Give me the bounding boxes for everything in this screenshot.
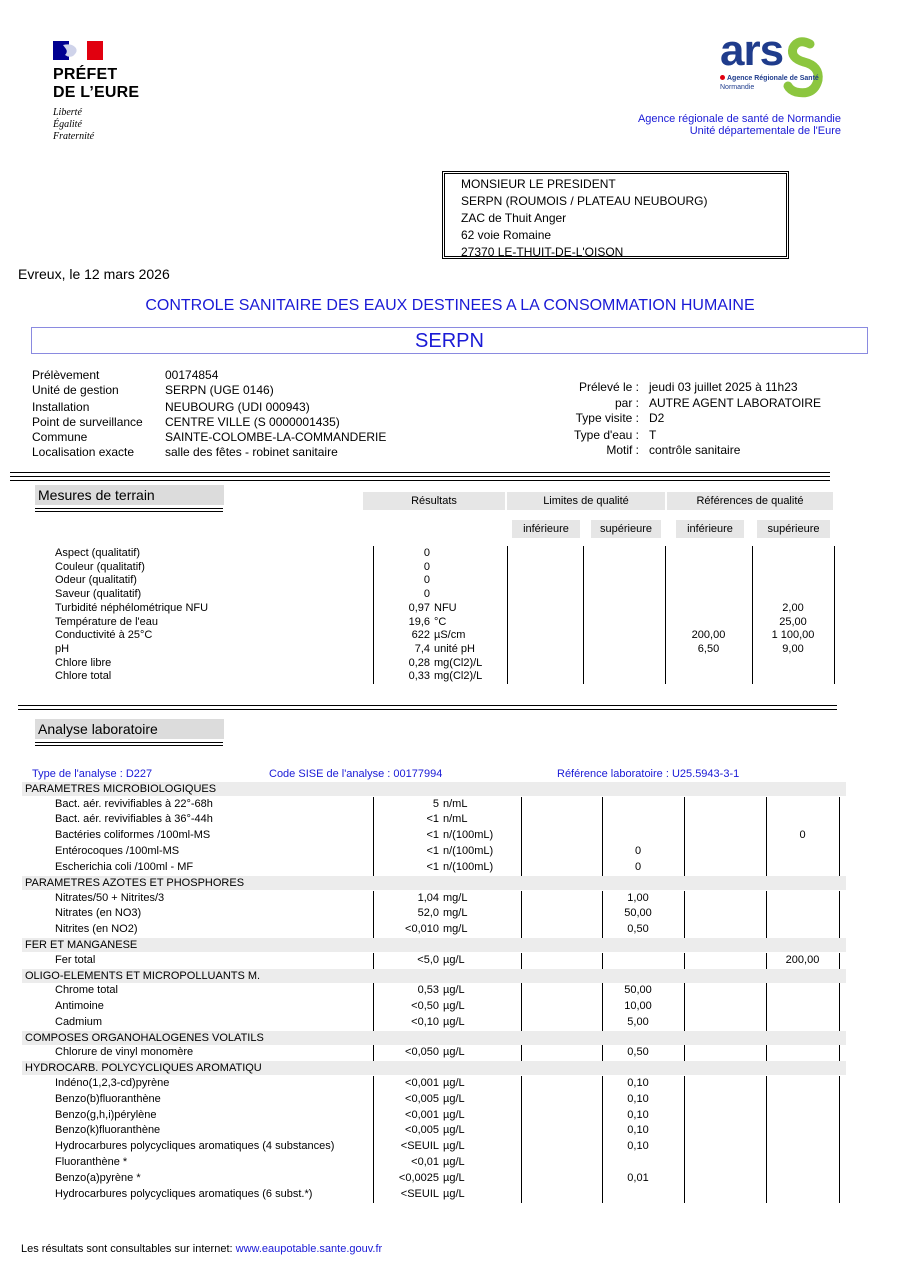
table-gridline xyxy=(684,953,685,969)
limit-sup: 50,00 xyxy=(624,907,652,920)
table-row-unit: µg/L xyxy=(443,1172,465,1185)
table-gridline xyxy=(373,891,374,939)
devise-fraternite: Fraternité xyxy=(53,131,95,142)
table-row-unit: µg/L xyxy=(443,1188,465,1200)
table-row-unit: µg/L xyxy=(443,1015,465,1028)
info-label: Unité de gestion xyxy=(32,383,119,397)
info-label: Motif : xyxy=(606,443,639,457)
info-value: jeudi 03 juillet 2025 à 11h23 xyxy=(649,380,798,394)
divider xyxy=(10,472,830,477)
table-row-value: 0,97 xyxy=(408,601,430,614)
table-row-unit: n/(100mL) xyxy=(443,829,494,842)
info-label: Prélevé le : xyxy=(578,380,639,394)
table-gridline xyxy=(602,797,603,877)
limit-sup: 50,00 xyxy=(624,984,652,997)
table-row-name: Entérocoques /100ml-MS xyxy=(55,845,180,858)
divider xyxy=(18,705,837,710)
table-row-value: 0,33 xyxy=(408,670,430,683)
table-row-value: <0,01 xyxy=(411,1156,439,1169)
table-row-value: 0,53 xyxy=(417,984,439,997)
limit-sup: 0,50 xyxy=(627,923,649,936)
table-row-value: <0,010 xyxy=(405,923,439,936)
limit-sup: 0,10 xyxy=(627,1076,649,1089)
table-row-unit: mg/L xyxy=(443,907,468,920)
table-row-unit: µg/L xyxy=(443,1000,465,1012)
table-row-name: Nitrites (en NO2) xyxy=(55,923,138,936)
info-value: SAINTE-COLOMBE-LA-COMMANDERIE xyxy=(165,430,387,444)
info-value: D2 xyxy=(649,411,665,425)
table-gridline xyxy=(839,891,840,939)
info-value: 00174854 xyxy=(165,368,219,382)
category-header: HYDROCARB. POLYCYCLIQUES AROMATIQU xyxy=(22,1061,846,1075)
divider xyxy=(10,480,830,481)
devise-liberte: Liberté xyxy=(53,107,82,118)
table-row-name: Chlorure de vinyl monomère xyxy=(55,1046,194,1059)
table-gridline xyxy=(684,891,685,939)
prefet-line2: DE L’EURE xyxy=(53,84,140,101)
info-label: Type d'eau : xyxy=(573,428,639,442)
table-row-unit: µg/L xyxy=(443,1076,465,1089)
table-row-name: Turbidité néphélométrique NFU xyxy=(55,601,209,614)
table-row-unit: µS/cm xyxy=(434,629,466,642)
info-value: CENTRE VILLE (S 0000001435) xyxy=(165,415,340,429)
table-row-unit: unité pH xyxy=(434,642,475,655)
col-limits-header: Limites de qualité xyxy=(507,492,665,510)
table-row-value: <0,005 xyxy=(405,1092,439,1105)
col-ref-sup-header: supérieure xyxy=(757,520,830,538)
table-gridline xyxy=(602,953,603,969)
footer xyxy=(21,1243,382,1255)
table-row-value: 0 xyxy=(423,547,430,559)
table-gridline xyxy=(521,891,522,939)
limit-sup: 5,00 xyxy=(627,1015,649,1028)
table-row-value: <0,005 xyxy=(405,1124,439,1137)
table-gridline xyxy=(521,953,522,969)
address-line: 27370 LE-THUIT-DE-L'OISON xyxy=(461,245,624,259)
table-row-name: pH xyxy=(55,642,70,655)
table-gridline xyxy=(373,1076,374,1203)
table-row-value: <0,50 xyxy=(411,1000,439,1012)
info-value: T xyxy=(649,428,657,442)
info-value: NEUBOURG (UDI 000943) xyxy=(165,400,310,414)
category-header: PARAMETRES AZOTES ET PHOSPHORES xyxy=(22,876,846,890)
info-value: SERPN (UGE 0146) xyxy=(165,383,274,397)
table-gridline xyxy=(521,1045,522,1061)
ref-inf: 6,50 xyxy=(697,642,720,655)
table-gridline xyxy=(665,546,666,684)
category-header: FER ET MANGANESE xyxy=(22,938,846,952)
limit-sup: 0 xyxy=(634,845,642,858)
marianne-flag-icon xyxy=(53,41,103,60)
table-row-name: Conductivité à 25°C xyxy=(55,629,153,642)
divider xyxy=(35,508,223,512)
date-line: Evreux, le 12 mars 2026 xyxy=(18,266,170,282)
table-row-unit: mg/L xyxy=(443,923,468,936)
table-row-value: 0,28 xyxy=(408,656,430,669)
table-row-name: Chlore libre xyxy=(55,656,112,669)
table-row-name: Benzo(a)pyrène * xyxy=(55,1172,141,1185)
table-row-name: Bactéries coliformes /100ml-MS xyxy=(55,829,211,842)
table-row-unit: n/mL xyxy=(443,813,468,826)
limit-sup: 0,10 xyxy=(627,1140,649,1153)
table-row-unit: n/(100mL) xyxy=(443,861,494,874)
address-line: MONSIEUR LE PRESIDENT xyxy=(461,177,616,191)
info-label: Type visite : xyxy=(575,411,639,425)
table-row-value: <5,0 xyxy=(417,953,439,966)
table-gridline xyxy=(684,1045,685,1061)
table-row-unit: n/mL xyxy=(443,797,468,810)
lab-reference: Référence laboratoire : U25.5943-3-1 xyxy=(557,768,740,780)
table-row-name: Aspect (qualitatif) xyxy=(55,547,140,559)
table-row-name: Hydrocarbures polycycliques aromatiques (6 subst.*) xyxy=(55,1188,313,1200)
table-row-name: Nitrates (en NO3) xyxy=(55,907,142,920)
table-row-unit: n/(100mL) xyxy=(443,845,494,858)
prefet-logo xyxy=(53,41,139,143)
table-row-unit: µg/L xyxy=(443,1046,465,1059)
table-row-value: <0,001 xyxy=(405,1108,439,1121)
table-gridline xyxy=(766,983,767,1031)
category-header: COMPOSES ORGANOHALOGENES VOLATILS xyxy=(22,1031,846,1045)
table-row-value: 0 xyxy=(423,560,430,573)
table-row-name: Chrome total xyxy=(55,984,118,997)
table-row-name: Benzo(k)fluoranthène xyxy=(55,1124,161,1137)
table-gridline xyxy=(766,1076,767,1203)
info-label: Point de surveillance xyxy=(32,415,143,429)
info-value: salle des fêtes - robinet sanitaire xyxy=(165,445,338,459)
table-row-name: Couleur (qualitatif) xyxy=(55,560,145,573)
agency-block xyxy=(638,113,841,137)
table-gridline xyxy=(684,983,685,1031)
ars-logo-text: ars xyxy=(720,26,784,75)
labo-heading: Analyse laboratoire xyxy=(35,719,224,739)
table-row-value: 0 xyxy=(423,588,430,601)
limit-sup: 0,10 xyxy=(627,1092,649,1105)
table-row-value: 5 xyxy=(432,797,439,810)
agency-line1: Agence régionale de santé de Normandie xyxy=(637,113,841,125)
table-row-value: 1,04 xyxy=(417,891,439,904)
agency-line2: Unité départementale de l'Eure xyxy=(689,125,841,137)
table-gridline xyxy=(602,1076,603,1203)
ref-sup: 9,00 xyxy=(782,642,804,655)
table-row-value: <0,0025 xyxy=(398,1172,439,1185)
table-gridline xyxy=(373,1045,374,1061)
ars-logo-sub1: Agence Régionale de Santé xyxy=(727,75,819,82)
table-gridline xyxy=(373,983,374,1031)
ref-sup: 25,00 xyxy=(779,615,807,628)
table-row-value: <SEUIL xyxy=(400,1140,439,1153)
table-gridline xyxy=(839,797,840,877)
table-gridline xyxy=(521,983,522,1031)
divider xyxy=(35,742,223,746)
table-row-name: Fer total xyxy=(55,953,96,966)
table-row-unit: µg/L xyxy=(443,984,465,997)
table-row-name: Bact. aér. revivifiables à 22°-68h xyxy=(55,797,213,810)
table-row-value: 7,4 xyxy=(414,642,430,655)
table-row-unit: mg(Cl2)/L xyxy=(434,656,483,669)
table-gridline xyxy=(521,797,522,877)
prefet-line1: PRÉFET xyxy=(53,66,118,83)
table-gridline xyxy=(373,953,374,969)
col-limit-sup-header: supérieure xyxy=(591,520,661,538)
terrain-heading: Mesures de terrain xyxy=(35,485,224,505)
table-gridline xyxy=(766,797,767,877)
col-results-header: Résultats xyxy=(363,492,505,510)
table-row-value: <1 xyxy=(426,845,439,858)
table-row-value: <0,050 xyxy=(405,1046,439,1059)
ref-sup: 2,00 xyxy=(782,601,804,614)
address-line: SERPN (ROUMOIS / PLATEAU NEUBOURG) xyxy=(461,194,708,208)
table-row-name: Antimoine xyxy=(55,1000,104,1012)
analysis-type: Type de l'analyse : D227 xyxy=(32,768,153,780)
table-row-name: Saveur (qualitatif) xyxy=(55,588,142,601)
table-gridline xyxy=(602,983,603,1031)
table-gridline xyxy=(766,1045,767,1061)
table-row-name: Indéno(1,2,3-cd)pyrène xyxy=(55,1076,170,1089)
table-gridline xyxy=(684,1076,685,1203)
table-row-name: Température de l'eau xyxy=(55,615,158,628)
ref-inf: 200,00 xyxy=(691,629,726,642)
analysis-sise-code: Code SISE de l'analyse : 00177994 xyxy=(269,768,443,780)
table-row-name: Hydrocarbures polycycliques aromatiques (4 substances) xyxy=(55,1140,335,1153)
table-row-name: Benzo(b)fluoranthène xyxy=(55,1092,161,1105)
table-row-name: Cadmium xyxy=(55,1015,103,1028)
limit-sup: 0 xyxy=(634,861,642,874)
table-row-value: <1 xyxy=(426,861,439,874)
footer-text: Les résultats sont consultables sur internet: xyxy=(21,1243,236,1255)
table-row-name: Benzo(g,h,i)pérylène xyxy=(55,1108,157,1121)
info-label: par : xyxy=(614,396,639,410)
footer-link[interactable]: www.eaupotable.sante.gouv.fr xyxy=(235,1243,383,1255)
table-row-value: <1 xyxy=(426,813,439,826)
ars-logo xyxy=(718,26,843,104)
table-row-name: Escherichia coli /100ml - MF xyxy=(55,861,194,874)
table-row-unit: mg/L xyxy=(443,891,468,904)
entity-banner: SERPN xyxy=(31,327,868,354)
table-row-unit: µg/L xyxy=(443,1124,465,1137)
table-row-value: <SEUIL xyxy=(400,1188,439,1200)
table-gridline xyxy=(839,1076,840,1203)
table-row-unit: µg/L xyxy=(443,1140,465,1153)
table-gridline xyxy=(602,891,603,939)
table-row-name: Bact. aér. revivifiables à 36°-44h xyxy=(55,813,213,826)
info-label: Installation xyxy=(32,400,90,414)
ref-sup: 200,00 xyxy=(785,953,820,966)
devise-egalite: Égalité xyxy=(53,119,82,130)
limit-sup: 0,01 xyxy=(627,1172,649,1185)
table-row-name: Chlore total xyxy=(55,670,112,683)
table-row-unit: µg/L xyxy=(443,953,465,966)
table-row-unit: mg(Cl2)/L xyxy=(434,670,483,683)
col-limit-inf-header: inférieure xyxy=(512,520,580,538)
limit-sup: 10,00 xyxy=(624,1000,652,1012)
table-row-unit: µg/L xyxy=(443,1092,465,1105)
category-header: PARAMETRES MICROBIOLOGIQUES xyxy=(22,782,846,796)
limit-sup: 0,50 xyxy=(627,1046,649,1059)
table-gridline xyxy=(834,546,835,684)
table-gridline xyxy=(684,797,685,877)
info-value: contrôle sanitaire xyxy=(649,443,741,457)
table-row-value: 52,0 xyxy=(417,907,439,920)
table-gridline xyxy=(839,953,840,969)
info-label: Prélèvement xyxy=(32,368,100,382)
col-ref-inf-header: inférieure xyxy=(676,520,744,538)
table-row-name: Fluoranthène * xyxy=(55,1156,128,1169)
table-gridline xyxy=(373,797,374,877)
table-row-value: <1 xyxy=(426,829,439,842)
table-row-name: Nitrates/50 + Nitrites/3 xyxy=(55,891,165,904)
table-gridline xyxy=(583,546,584,684)
table-row-unit: µg/L xyxy=(443,1156,465,1169)
limit-sup: 0,10 xyxy=(627,1108,649,1121)
table-gridline xyxy=(766,953,767,969)
table-row-value: 0 xyxy=(423,574,430,587)
recipient-address xyxy=(442,171,789,259)
info-value: AUTRE AGENT LABORATOIRE xyxy=(649,396,822,410)
table-gridline xyxy=(839,983,840,1031)
table-gridline xyxy=(766,891,767,939)
page-title: CONTROLE SANITAIRE DES EAUX DESTINEES A LA CONSOMMATION HUMAINE xyxy=(145,297,755,314)
table-row-name: Odeur (qualitatif) xyxy=(55,574,137,587)
table-gridline xyxy=(521,1076,522,1203)
table-row-unit: °C xyxy=(434,615,447,628)
ref-sup: 0 xyxy=(799,829,806,842)
table-row-value: 622 xyxy=(411,629,430,642)
table-gridline xyxy=(839,1045,840,1061)
limit-sup: 1,00 xyxy=(627,891,649,904)
table-row-value: 19,6 xyxy=(408,615,430,628)
limit-sup: 0,10 xyxy=(627,1124,649,1137)
col-refs-header: Références de qualité xyxy=(667,492,833,510)
table-gridline xyxy=(507,546,508,684)
table-row-value: <0,001 xyxy=(405,1076,439,1089)
info-label: Localisation exacte xyxy=(32,445,135,459)
table-row-value: <0,10 xyxy=(411,1015,439,1028)
address-line: 62 voie Romaine xyxy=(461,228,552,242)
table-row-unit: NFU xyxy=(434,601,457,614)
info-label: Commune xyxy=(32,430,88,444)
ref-sup: 1 100,00 xyxy=(771,629,815,642)
address-line: ZAC de Thuit Anger xyxy=(461,211,567,225)
ars-dot-icon xyxy=(720,75,725,80)
category-header: OLIGO-ELEMENTS ET MICROPOLLUANTS M. xyxy=(22,969,846,983)
ars-logo-sub2: Normandie xyxy=(720,84,755,91)
table-gridline xyxy=(602,1045,603,1061)
table-row-unit: µg/L xyxy=(443,1108,465,1121)
